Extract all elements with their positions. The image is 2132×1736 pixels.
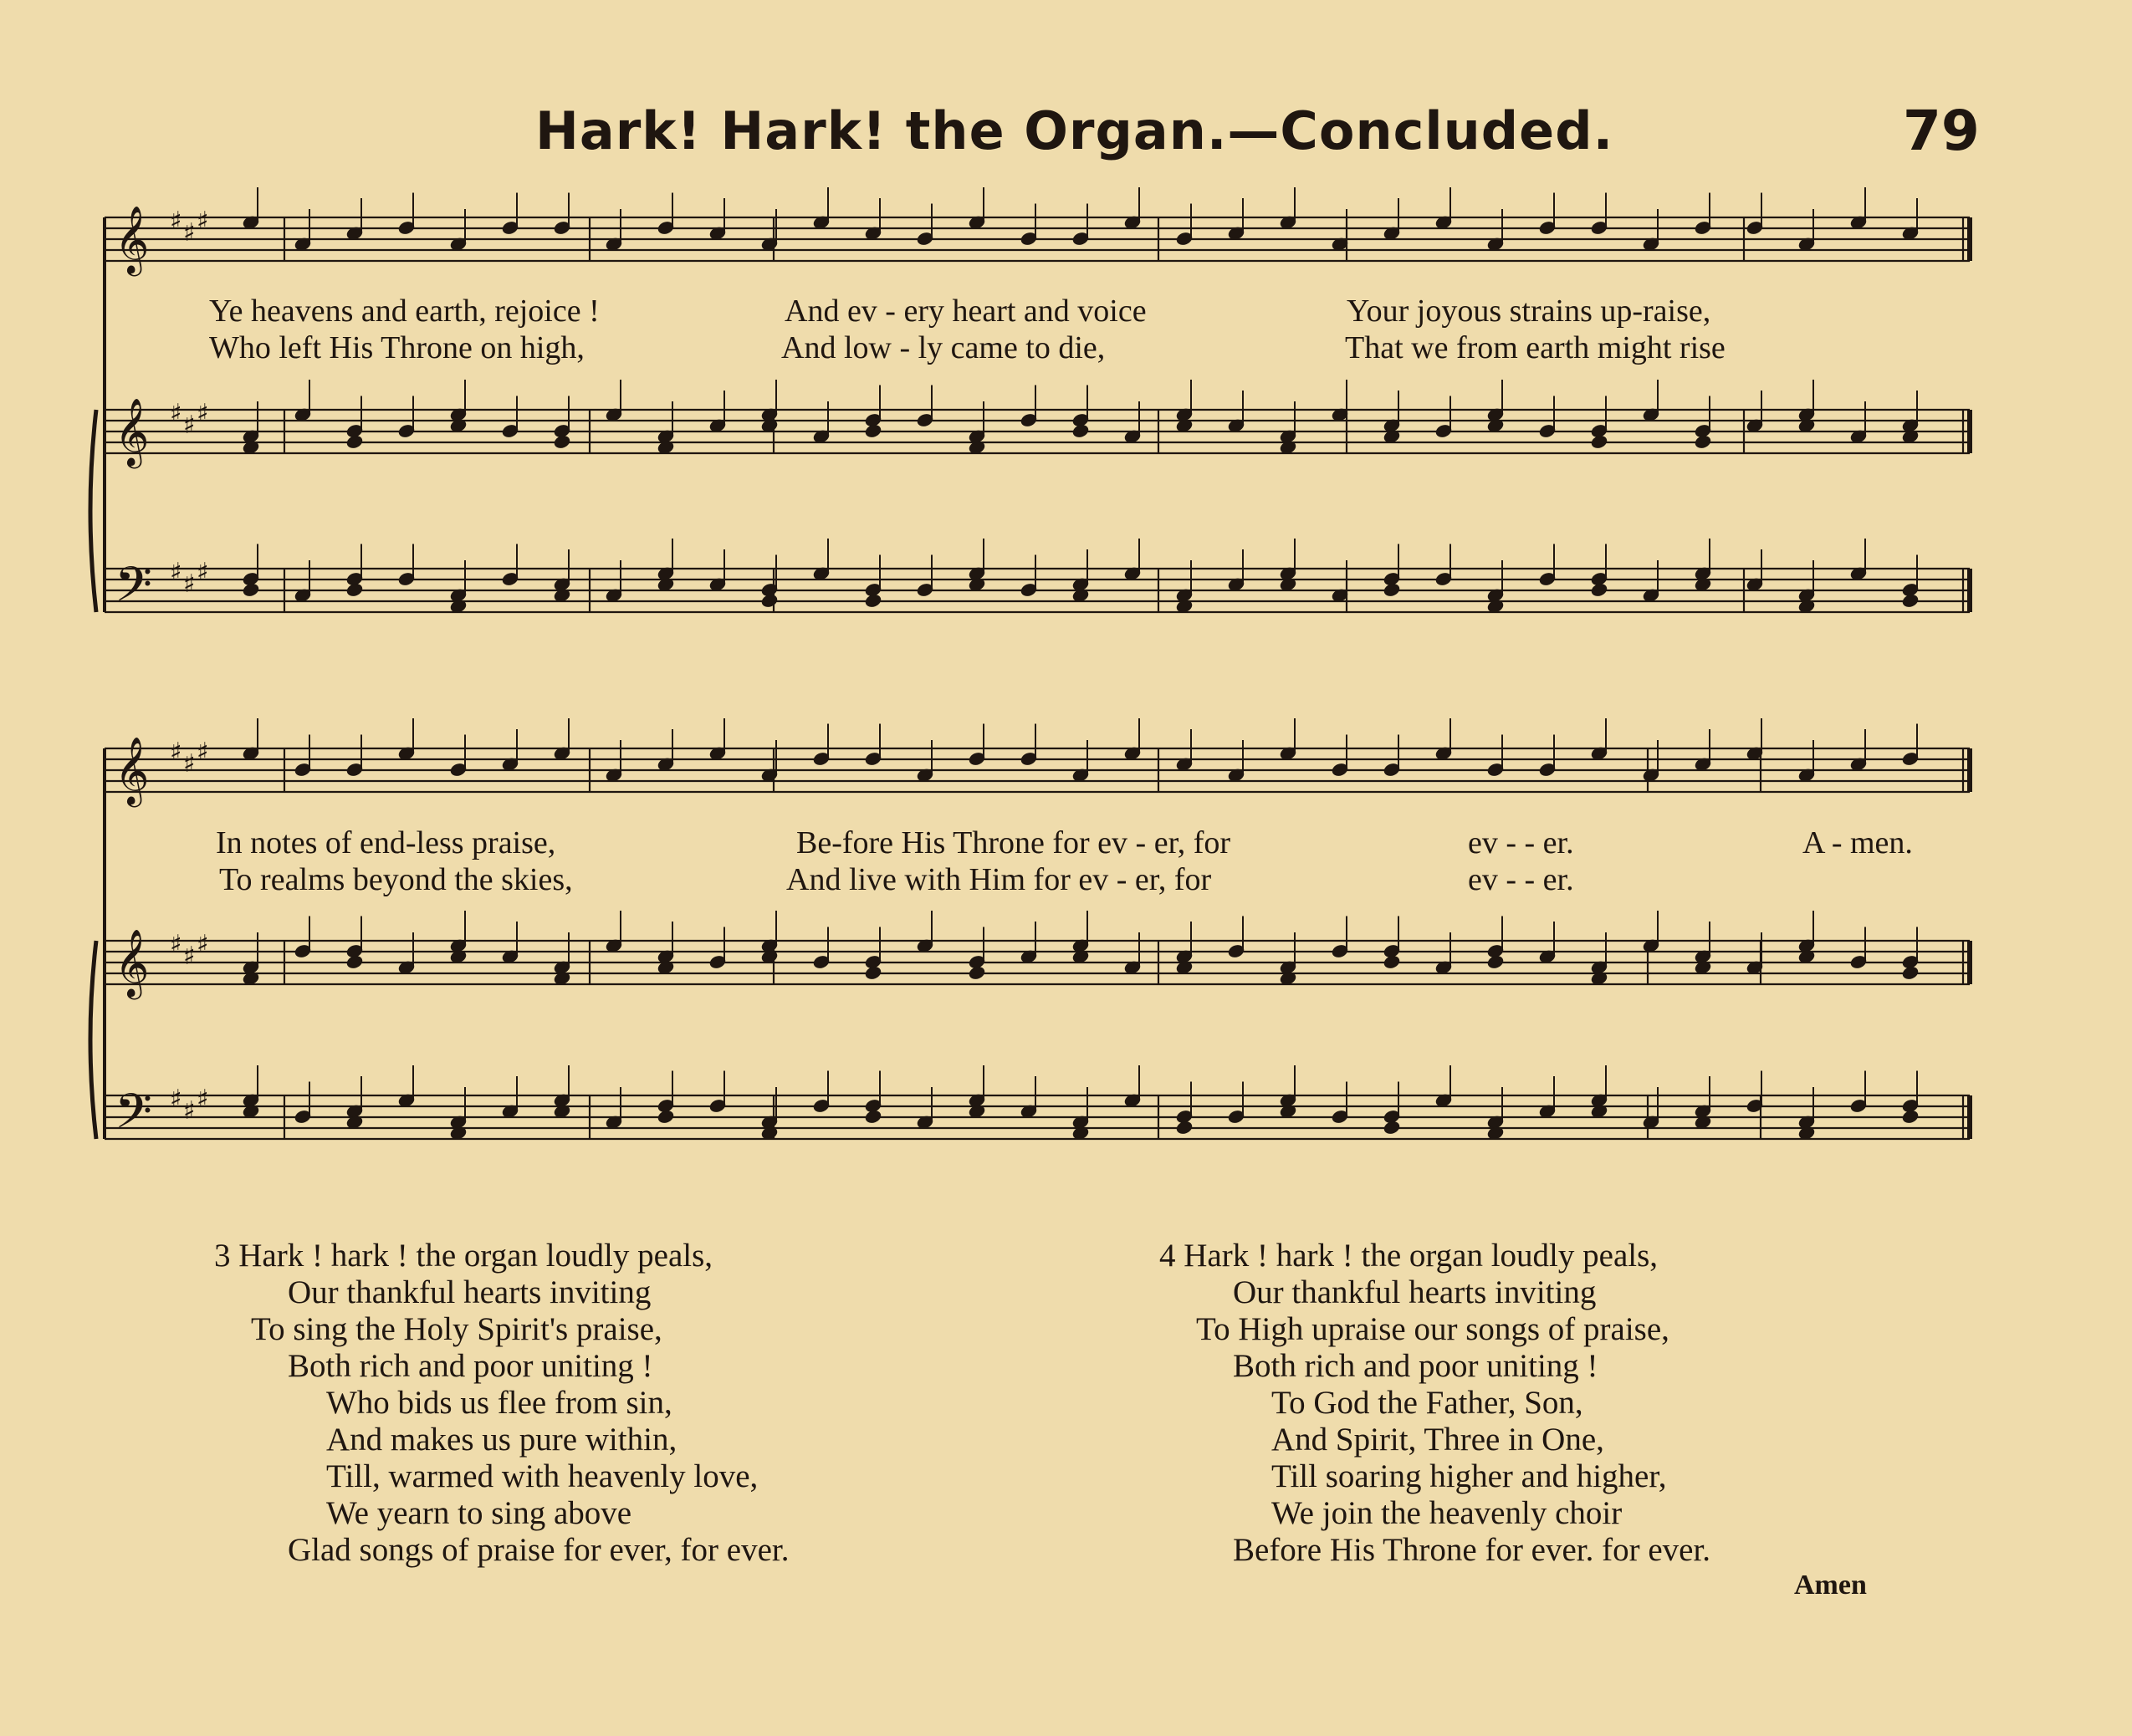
verse-3-line: 3 Hark ! hark ! the organ loudly peals, [214, 1238, 713, 1274]
notehead [760, 593, 778, 608]
sharp-sign: ♯ [170, 930, 182, 959]
sharp-sign: ♯ [197, 738, 209, 767]
notehead [1383, 954, 1400, 969]
sharp-sign: ♯ [170, 1085, 182, 1114]
lyric-s2-v2-a: To realms beyond the skies, [219, 862, 573, 897]
notehead [345, 434, 363, 449]
notehead [1071, 423, 1089, 438]
verse-3-line: Till, warmed with heavenly love, [326, 1458, 759, 1494]
lyric-s2-v2-b: And live with Him for ev - er, for [786, 862, 1212, 897]
notehead [864, 423, 882, 438]
lyric-s1-v2-c: That we from earth might rise [1345, 330, 1726, 365]
notehead [1590, 582, 1608, 597]
verse-3-line: And makes us pure within, [326, 1422, 677, 1458]
verse-3-line: We yearn to sing above [326, 1495, 632, 1531]
notehead [1901, 1109, 1919, 1124]
lyric-s1-v2-a: Who left His Throne on high, [209, 330, 585, 365]
verse-4 [1159, 1238, 1710, 1569]
lyric-s1-v1-b: And ev - ery heart and voice [785, 294, 1147, 329]
verse-3 [214, 1238, 789, 1569]
sharp-sign: ♯ [197, 1085, 209, 1114]
sharp-sign: ♯ [170, 738, 182, 767]
notehead [1590, 434, 1608, 449]
treble-clef: 𝄞 [115, 205, 150, 273]
sharp-sign: ♯ [170, 207, 182, 236]
notehead [864, 965, 882, 980]
verse-4-line: Our thankful hearts inviting [1233, 1274, 1597, 1310]
notehead [242, 582, 259, 597]
verse-3-line: Who bids us flee from sin, [326, 1385, 672, 1421]
piano-brace [90, 410, 96, 612]
treble-clef: 𝄞 [115, 397, 150, 466]
sharp-sign: ♯ [197, 558, 209, 587]
lyric-s2-v1-c: ev - - er. [1468, 825, 1574, 860]
piano-brace [90, 941, 96, 1139]
verse-3-line: Both rich and poor uniting ! [288, 1348, 653, 1384]
sharp-sign: ♯ [183, 1096, 196, 1126]
notehead [1694, 434, 1711, 449]
notehead [1901, 965, 1919, 980]
treble-clef: 𝄞 [115, 736, 150, 804]
notehead [968, 965, 985, 980]
verse-4-line: Before His Throne for ever. for ever. [1233, 1532, 1711, 1568]
verse-3-line: To sing the Holy Spirit's praise, [251, 1311, 662, 1347]
notehead [1486, 954, 1504, 969]
verse-4-line: We join the heavenly choir [1271, 1495, 1623, 1531]
verse-4-line: To High upraise our songs of praise, [1196, 1311, 1669, 1347]
bass-clef: 𝄢 [115, 556, 153, 625]
sharp-sign: ♯ [197, 207, 209, 236]
sharp-sign: ♯ [170, 558, 182, 587]
notehead [1383, 1120, 1400, 1135]
sharp-sign: ♯ [183, 749, 196, 779]
verse-4-amen: Amen [1794, 1570, 1867, 1601]
lyric-s1-v1-a: Ye heavens and earth, rejoice ! [209, 294, 600, 329]
verse-4-line: Both rich and poor uniting ! [1233, 1348, 1598, 1384]
sharp-sign: ♯ [183, 411, 196, 440]
notehead [1175, 1120, 1193, 1135]
bass-clef: 𝄢 [115, 1083, 153, 1151]
notehead [864, 1109, 882, 1124]
notehead [345, 954, 363, 969]
lyric-s2-v1-b: Be-fore His Throne for ev - er, for [796, 825, 1231, 860]
verse-4-line: To God the Father, Son, [1271, 1385, 1583, 1421]
sharp-sign: ♯ [197, 930, 209, 959]
verse-4-line: And Spirit, Three in One, [1271, 1422, 1604, 1458]
page-number: 79 [1903, 99, 1980, 163]
notehead [1383, 582, 1400, 597]
sharp-sign: ♯ [183, 218, 196, 248]
notehead [553, 434, 570, 449]
page-title: Hark! Hark! the Organ.—Concluded. [535, 100, 1614, 161]
lyric-s1-v2-b: And low - ly came to die, [781, 330, 1106, 365]
lyric-s2-v2-c: ev - - er. [1468, 862, 1574, 897]
notehead [1901, 593, 1919, 608]
sharp-sign: ♯ [197, 399, 209, 428]
notehead [657, 1109, 674, 1124]
sharp-sign: ♯ [170, 399, 182, 428]
lyric-s1-v1-c: Your joyous strains up-raise, [1347, 294, 1711, 329]
verse-3-line: Glad songs of praise for ever, for ever. [288, 1532, 790, 1568]
sharp-sign: ♯ [183, 569, 196, 599]
lyric-s2-v1-a: In notes of end-less praise, [216, 825, 556, 860]
notehead [864, 593, 882, 608]
sharp-sign: ♯ [183, 942, 196, 971]
lyric-s2-amen: A - men. [1802, 825, 1913, 860]
verse-4-line: 4 Hark ! hark ! the organ loudly peals, [1159, 1238, 1659, 1274]
verse-4-line: Till soaring higher and higher, [1271, 1458, 1667, 1494]
notehead [345, 582, 363, 597]
treble-clef: 𝄞 [115, 928, 150, 997]
verse-3-line: Our thankful hearts inviting [288, 1274, 652, 1310]
